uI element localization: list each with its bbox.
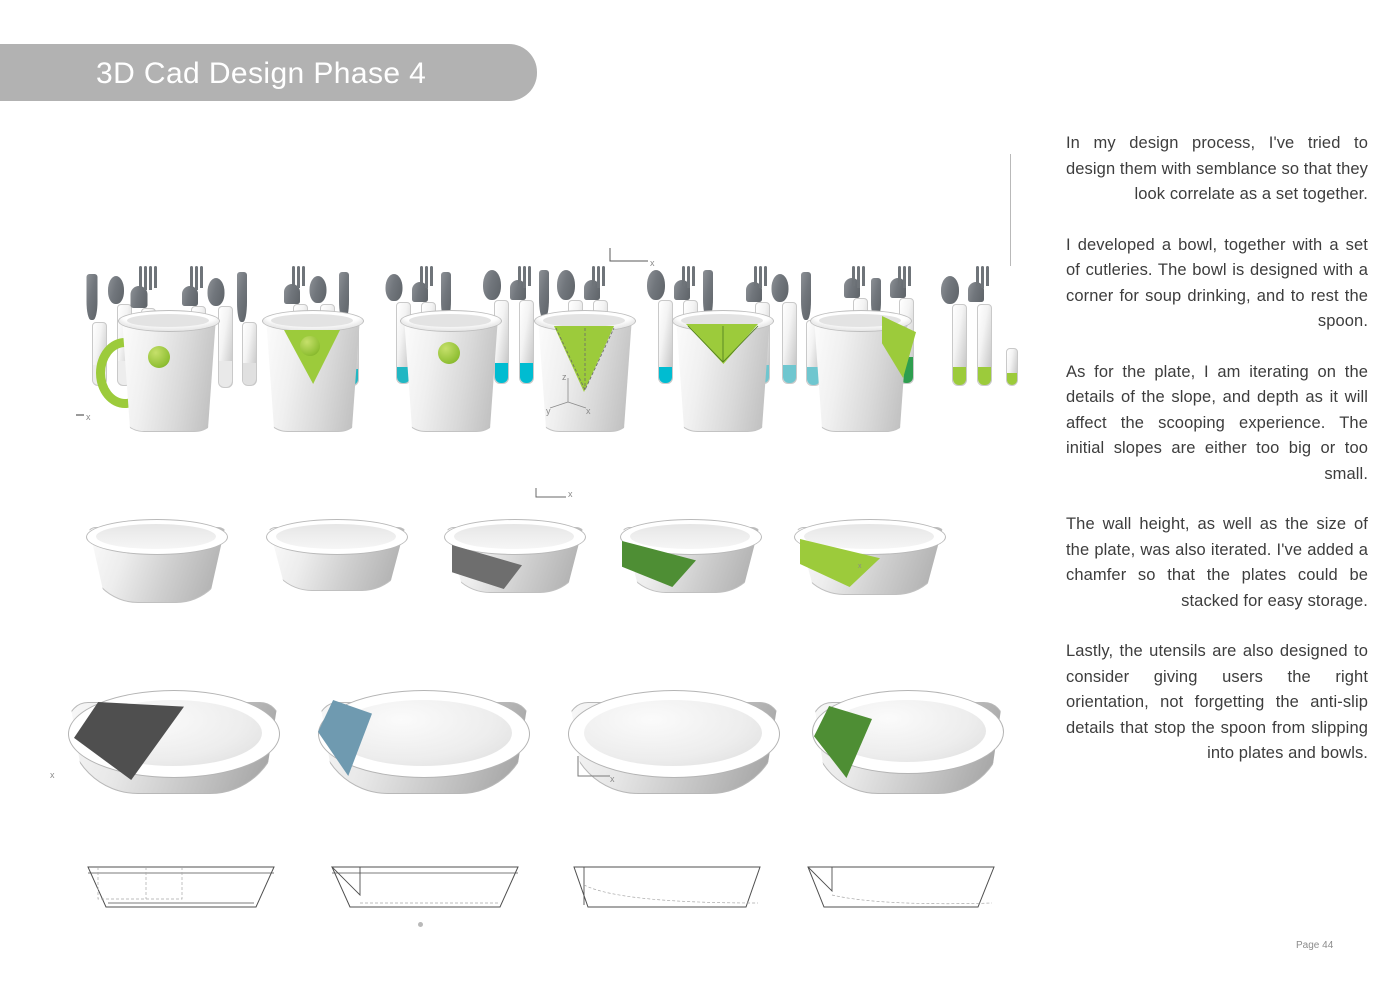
- plate-axis-x-mid: x: [610, 774, 615, 784]
- cutlery-group-8: [852, 148, 922, 266]
- cup-body: [400, 318, 502, 432]
- bowl-interior: [96, 524, 216, 549]
- cutlery-group-7: [754, 148, 824, 266]
- cutlery-group-7a: [656, 148, 726, 266]
- plate-axis-marker: [568, 752, 618, 792]
- section-4: [806, 865, 996, 915]
- paragraph-1: In my design process, I've tried to design them with semblance so that they look correlate as a set together.: [1066, 134, 1368, 203]
- cup-wireframe-wedge[interactable]: [534, 310, 644, 440]
- cup-folded-lip[interactable]: [810, 310, 930, 440]
- bowl-5[interactable]: [794, 505, 944, 610]
- cutlery-axis-marker: [608, 248, 652, 264]
- cup-anti-slip-dot: [148, 346, 170, 368]
- cutlery-group-5: [492, 148, 562, 266]
- cup-axis-x: x: [586, 406, 591, 416]
- cutlery-group-1: [92, 148, 162, 266]
- section-3: [572, 865, 762, 915]
- bowl-interior: [276, 524, 396, 549]
- cup-construction-lines: [686, 324, 760, 366]
- bowl-2[interactable]: [266, 505, 406, 610]
- cup-plain-dot[interactable]: [400, 310, 510, 440]
- paragraph-3: As for the plate, I am iterating on the details of the slope, and depth as it will affect the scooping experience. The initial slopes are either too big or too small.: [1066, 362, 1368, 483]
- cup-interior: [127, 314, 209, 327]
- cup-row-axis-marker: [534, 486, 570, 500]
- plate-1[interactable]: [68, 690, 288, 820]
- cup-axis-z: z: [562, 372, 567, 382]
- plate-3[interactable]: [568, 690, 788, 820]
- bowl-3[interactable]: [444, 505, 584, 610]
- cutlery-group-3: [292, 148, 362, 266]
- cup-green-wedge[interactable]: [262, 310, 372, 440]
- page-number: Page 44: [1296, 940, 1334, 951]
- cup-left-axis-tick: [76, 414, 84, 416]
- cutlery-group-4: [394, 148, 464, 266]
- bowl-interior: [454, 524, 574, 549]
- cup-wide-wedge[interactable]: [672, 310, 782, 440]
- bowl-4[interactable]: [620, 505, 760, 610]
- cutlery-group-9: [950, 148, 1030, 266]
- paragraph-4: The wall height, as well as the size of the plate, was also iterated. I've added a chamfer so that the plates could be stacked for easy storage.: [1066, 515, 1368, 610]
- cup-anti-slip-dot: [438, 342, 460, 364]
- cup-interior: [271, 314, 353, 327]
- cup-anti-slip-dot: [300, 336, 320, 356]
- paragraph-2: I developed a bowl, together with a set of cutleries. The bowl is designed with a corner for soup drinking, and to rest the spoon.: [1066, 235, 1368, 330]
- bowl-1[interactable]: [86, 505, 236, 610]
- cutlery-axis-x: x: [650, 258, 655, 268]
- page-title: 3D Cad Design Phase 4: [96, 57, 427, 90]
- plate-2[interactable]: [318, 690, 538, 820]
- cup-row-axis-x: x: [568, 489, 573, 499]
- cup-body: [118, 318, 220, 432]
- cup-interior: [409, 314, 491, 327]
- section-2: [330, 865, 520, 915]
- cup-left-axis-x: x: [86, 412, 91, 422]
- description-text-column: [1066, 131, 1368, 792]
- section-center-dot: [418, 922, 423, 927]
- paragraph-5: Lastly, the utensils are also designed to consider giving users the right orientation, not forgetting the anti-slip details that stop the spoon from slipping into plates and bowls.: [1066, 642, 1368, 762]
- plate-axis-x-left: x: [50, 770, 55, 780]
- section-1: [86, 865, 276, 915]
- bowl-axis-x: x: [858, 563, 862, 570]
- bowl-interior: [630, 524, 750, 549]
- cup-axis-y: y: [546, 406, 551, 416]
- plate-4[interactable]: [812, 690, 1012, 820]
- cutlery-group-2: [190, 148, 260, 266]
- cup-with-handle[interactable]: [96, 310, 231, 440]
